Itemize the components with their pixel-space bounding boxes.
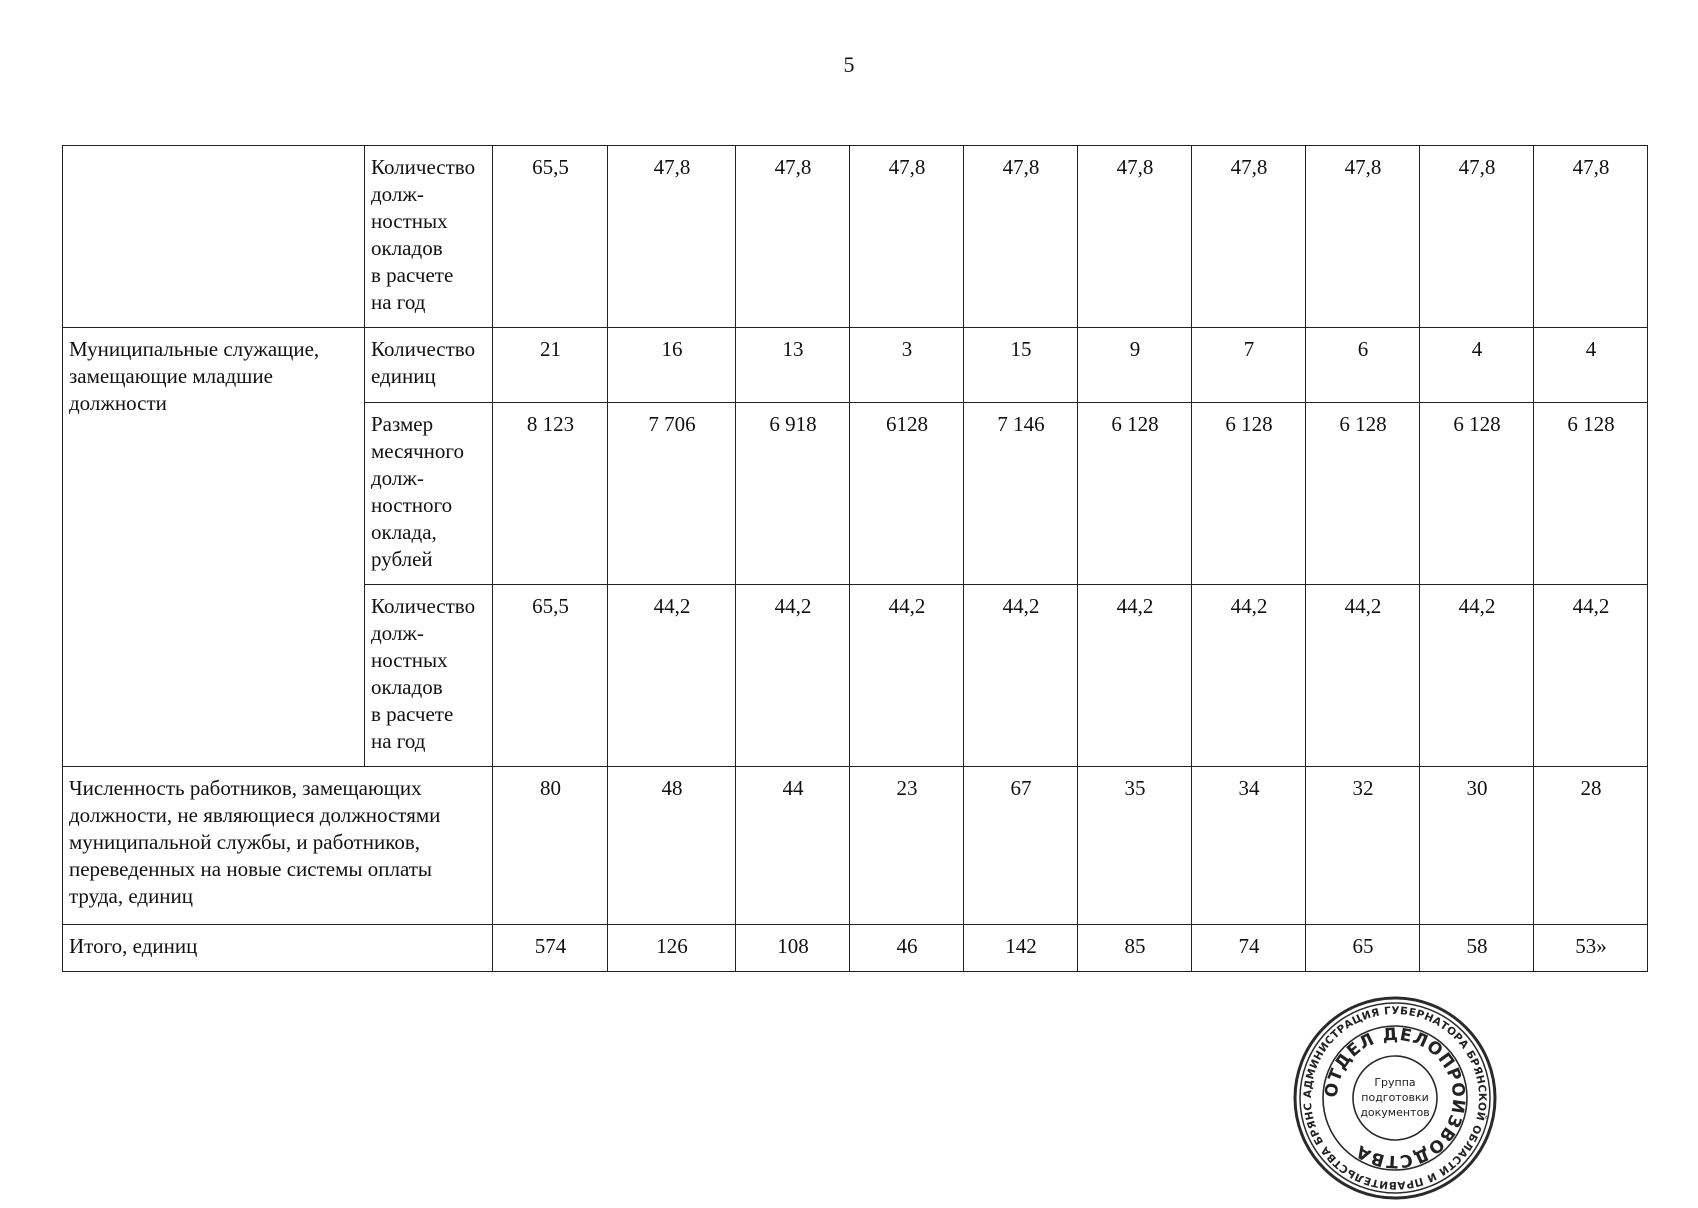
total-value-cell: 85 [1078,925,1192,972]
value-cell: 15 [964,328,1078,403]
value-cell: 7 706 [608,403,736,585]
value-cell: 44,2 [736,585,850,767]
value-cell: 65,5 [493,585,608,767]
value-cell: 47,8 [1078,146,1192,328]
value-cell: 6 128 [1078,403,1192,585]
indicator-label: Количество долж- ностных окладов в расчете на год [365,585,493,767]
value-cell: 13 [736,328,850,403]
table-row-salaries-per-year-previous [63,146,1648,328]
stamp-center-line: Группа [1374,1076,1416,1089]
indicator-label: Количество долж- ностных окладов в расчете на год [365,146,493,328]
value-cell: 4 [1534,328,1648,403]
value-cell: 47,8 [1534,146,1648,328]
value-cell: 44,2 [1078,585,1192,767]
value-cell: 47,8 [850,146,964,328]
total-value-cell: 65 [1306,925,1420,972]
value-cell: 47,8 [1420,146,1534,328]
total-value-cell: 58 [1420,925,1534,972]
value-cell: 65,5 [493,146,608,328]
value-cell: 47,8 [1192,146,1306,328]
total-value-cell: 46 [850,925,964,972]
value-cell: 44,2 [1420,585,1534,767]
value-cell: 21 [493,328,608,403]
value-cell: 35 [1078,767,1192,925]
stamp-outer-text: АДМИНИСТРАЦИЯ ГУБЕРНАТОРА БРЯНСКОЙ ОБЛАСТИ И ПРАВИТЕЛЬСТВА БРЯНС [1301,1004,1489,1192]
value-cell: 80 [493,767,608,925]
category-junior-positions: Муниципальные служащие, замещающие младшие должности [63,328,365,767]
value-cell: 44,2 [1192,585,1306,767]
value-cell: 6 128 [1192,403,1306,585]
value-cell: 3 [850,328,964,403]
value-cell: 44,2 [964,585,1078,767]
value-cell: 32 [1306,767,1420,925]
value-cell: 6 128 [1534,403,1648,585]
value-cell: 16 [608,328,736,403]
value-cell: 67 [964,767,1078,925]
page-number: 5 [843,52,855,77]
value-cell: 47,8 [1306,146,1420,328]
value-cell: 4 [1420,328,1534,403]
value-cell: 44,2 [1534,585,1648,767]
stamp-center-line: документов [1360,1106,1430,1119]
value-cell: 44 [736,767,850,925]
total-value-cell: 574 [493,925,608,972]
value-cell: 7 146 [964,403,1078,585]
table-row-junior-count [63,328,1648,403]
total-value-cell: 53» [1534,925,1648,972]
category-workers: Численность работников, замещающих должности, не являющиеся должностями муниципальной службы, и работников, переведенных на новые системы оплаты труда, единиц [63,767,493,925]
staffing-table [62,145,1648,972]
official-stamp [1290,993,1500,1203]
total-value-cell: 74 [1192,925,1306,972]
table-row-total [63,925,1648,972]
indicator-label: Размер месячного долж- ностного оклада, рублей [365,403,493,585]
table-row-workers [63,767,1648,925]
value-cell: 48 [608,767,736,925]
value-cell: 44,2 [608,585,736,767]
stamp-seal-graphic [1290,993,1500,1203]
value-cell: 6128 [850,403,964,585]
stamp-middle-text: ОТДЕЛ ДЕЛОПРОИЗВОДСТВА [1321,1024,1469,1172]
value-cell: 47,8 [736,146,850,328]
value-cell: 6 128 [1420,403,1534,585]
total-value-cell: 126 [608,925,736,972]
category-cell-empty [63,146,365,328]
value-cell: 7 [1192,328,1306,403]
total-label: Итого, единиц [63,925,493,972]
value-cell: 30 [1420,767,1534,925]
value-cell: 44,2 [1306,585,1420,767]
value-cell: 9 [1078,328,1192,403]
total-value-cell: 108 [736,925,850,972]
value-cell: 44,2 [850,585,964,767]
value-cell: 34 [1192,767,1306,925]
stamp-center-line: подготовки [1361,1091,1429,1104]
value-cell: 6 128 [1306,403,1420,585]
value-cell: 47,8 [608,146,736,328]
total-value-cell: 142 [964,925,1078,972]
value-cell: 8 123 [493,403,608,585]
value-cell: 28 [1534,767,1648,925]
value-cell: 6 918 [736,403,850,585]
value-cell: 23 [850,767,964,925]
value-cell: 47,8 [964,146,1078,328]
value-cell: 6 [1306,328,1420,403]
indicator-label: Количество единиц [365,328,493,403]
